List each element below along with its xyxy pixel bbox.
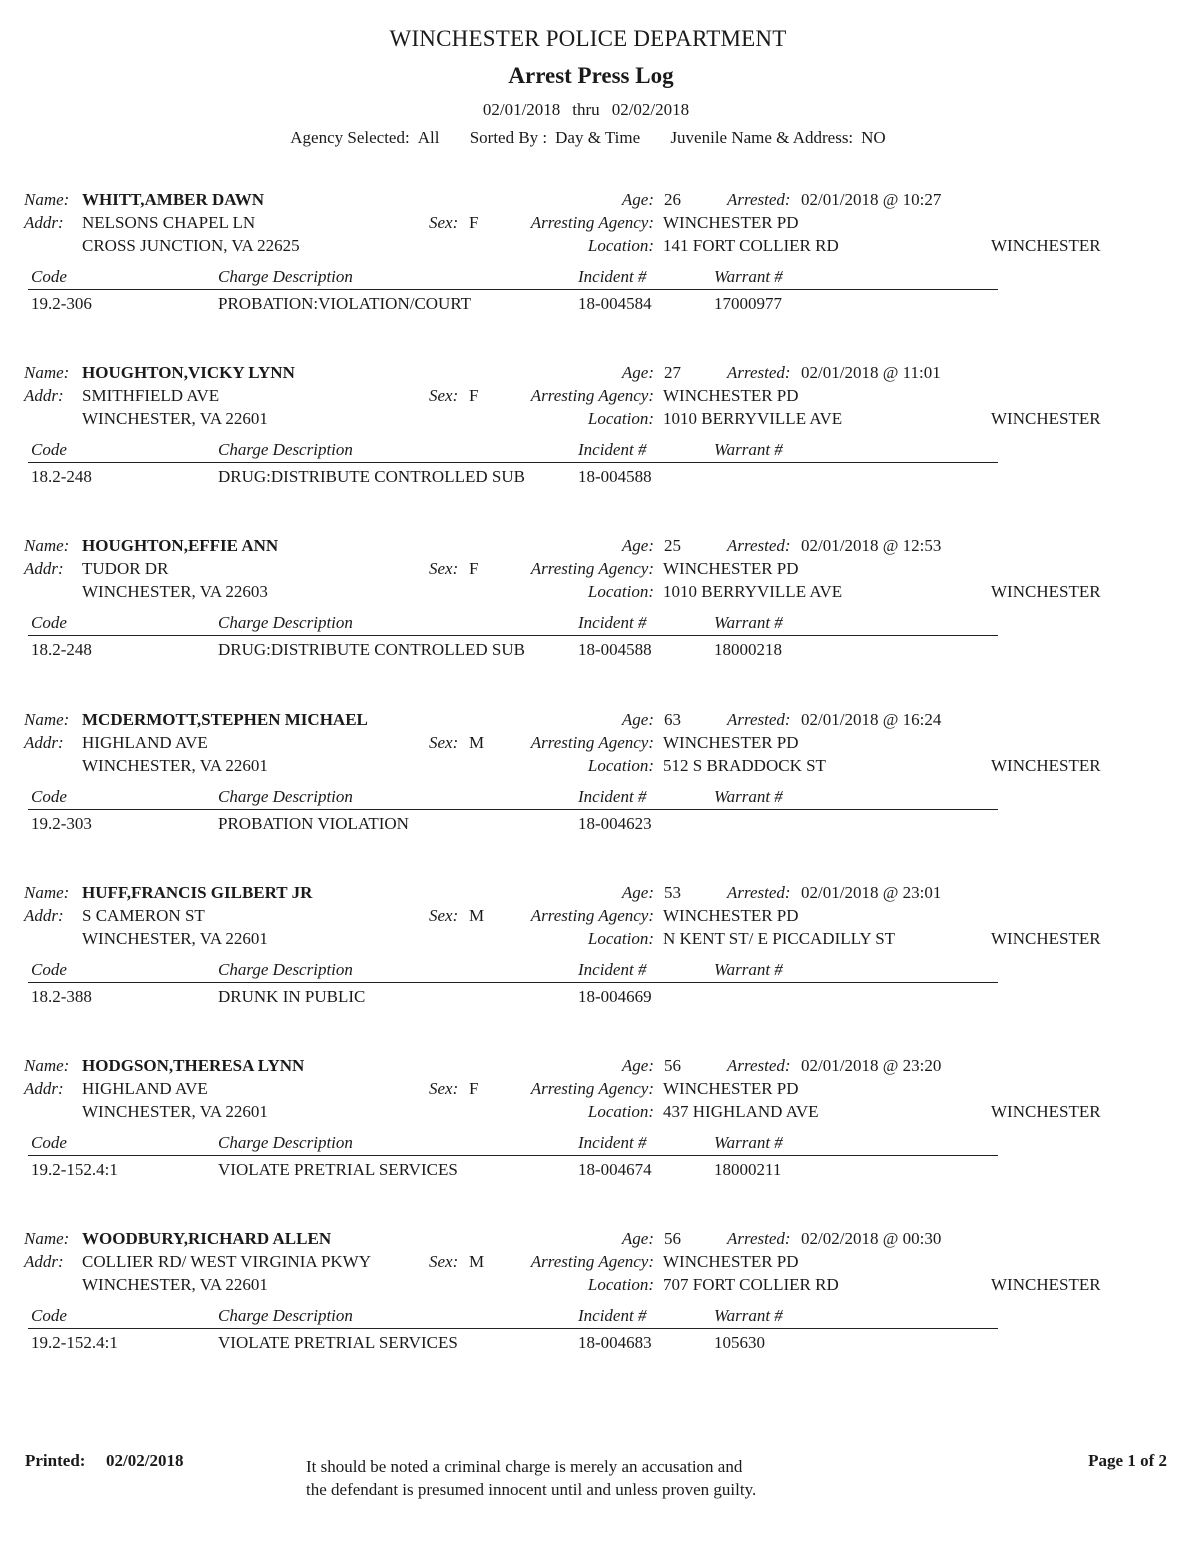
incident-column-header: Incident #	[578, 960, 647, 979]
charge-description-column-header: Charge Description	[218, 1133, 353, 1152]
incident-column-header: Incident #	[578, 267, 647, 286]
sex-label: Sex:	[429, 1079, 459, 1098]
sex-label: Sex:	[429, 733, 459, 752]
arrested-label: Arrested:	[727, 1056, 791, 1075]
arresting-agency-label: Arresting Agency:	[530, 733, 654, 752]
arrest-record	[0, 1056, 1200, 1206]
incident-number: 18-004623	[578, 814, 652, 833]
report-criteria	[0, 128, 1176, 148]
location-value: N KENT ST/ E PICCADILLY ST	[663, 929, 896, 948]
age-value: 56	[664, 1229, 681, 1248]
age-label: Age:	[621, 1056, 654, 1075]
address-line-2: WINCHESTER, VA 22601	[82, 929, 268, 948]
sex-value: F	[469, 386, 479, 405]
charge-description-column-header: Charge Description	[218, 613, 353, 632]
agency-selected-value: All	[417, 128, 440, 147]
arrested-datetime: 02/01/2018 @ 11:01	[801, 363, 941, 382]
printed-label: Printed:	[25, 1451, 86, 1470]
name-label: Name:	[24, 536, 70, 555]
incident-column-header: Incident #	[578, 787, 647, 806]
incident-number: 18-004588	[578, 467, 652, 486]
location-label: Location:	[587, 409, 654, 428]
warrant-column-header: Warrant #	[714, 1306, 783, 1325]
location-label: Location:	[587, 1102, 654, 1121]
arresting-agency-value: WINCHESTER PD	[663, 1079, 799, 1098]
arrest-record	[0, 190, 1200, 340]
address-line-2: WINCHESTER, VA 22603	[82, 582, 268, 601]
city-value: WINCHESTER	[991, 929, 1101, 948]
agency-selected-label: Agency Selected:	[290, 128, 410, 147]
arresting-agency-value: WINCHESTER PD	[663, 213, 799, 232]
sorted-by-value: Day & Time	[555, 128, 641, 147]
sex-value: M	[469, 1252, 485, 1271]
juvenile-value: NO	[861, 128, 886, 147]
arrested-label: Arrested:	[727, 190, 791, 209]
location-label: Location:	[587, 236, 654, 255]
printed-date: 02/02/2018	[106, 1451, 184, 1470]
charge-description: DRUNK IN PUBLIC	[218, 987, 366, 1006]
charge-description-column-header: Charge Description	[218, 960, 353, 979]
incident-column-header: Incident #	[578, 1306, 647, 1325]
arrested-datetime: 02/01/2018 @ 23:20	[801, 1056, 942, 1075]
arrestee-name: HOUGHTON,VICKY LYNN	[82, 363, 295, 382]
arresting-agency-value: WINCHESTER PD	[663, 1252, 799, 1271]
city-value: WINCHESTER	[991, 409, 1101, 428]
charge-description: VIOLATE PRETRIAL SERVICES	[218, 1333, 458, 1352]
location-value: 141 FORT COLLIER RD	[663, 236, 839, 255]
warrant-column-header: Warrant #	[714, 960, 783, 979]
warrant-number: 17000977	[714, 294, 782, 313]
sex-value: F	[469, 559, 479, 578]
address-line-1: HIGHLAND AVE	[82, 733, 208, 752]
arresting-agency-label: Arresting Agency:	[530, 386, 654, 405]
arrestee-name: HODGSON,THERESA LYNN	[82, 1056, 305, 1075]
arrested-label: Arrested:	[727, 883, 791, 902]
age-label: Age:	[621, 710, 654, 729]
address-line-1: SMITHFIELD AVE	[82, 386, 220, 405]
arrest-record	[0, 536, 1200, 686]
age-value: 53	[664, 883, 681, 902]
charge-description: DRUG:DISTRIBUTE CONTROLLED SUB	[218, 640, 525, 659]
city-value: WINCHESTER	[991, 1102, 1101, 1121]
address-label: Addr:	[24, 906, 64, 925]
warrant-column-header: Warrant #	[714, 787, 783, 806]
arresting-agency-label: Arresting Agency:	[530, 1252, 654, 1271]
report-title: Arrest Press Log	[508, 63, 674, 88]
sorted-by-label: Sorted By :	[469, 128, 548, 147]
charge-header-rule	[28, 462, 998, 463]
arresting-agency-label: Arresting Agency:	[530, 213, 654, 232]
charge-code: 18.2-248	[31, 467, 92, 486]
arrested-label: Arrested:	[727, 363, 791, 382]
charge-header-rule	[28, 982, 998, 983]
location-label: Location:	[587, 582, 654, 601]
age-label: Age:	[621, 883, 654, 902]
sex-label: Sex:	[429, 386, 459, 405]
arrestee-name: WOODBURY,RICHARD ALLEN	[82, 1229, 332, 1248]
charge-description: PROBATION:VIOLATION/COURT	[218, 294, 472, 313]
thru-label: thru	[572, 100, 600, 119]
charge-header-rule	[28, 809, 998, 810]
sex-label: Sex:	[429, 213, 459, 232]
charge-code: 18.2-248	[31, 640, 92, 659]
age-label: Age:	[621, 1229, 654, 1248]
date-to: 02/02/2018	[611, 100, 690, 119]
code-column-header: Code	[31, 787, 67, 806]
location-value: 1010 BERRYVILLE AVE	[663, 409, 843, 428]
name-label: Name:	[24, 190, 70, 209]
arresting-agency-value: WINCHESTER PD	[663, 906, 799, 925]
address-label: Addr:	[24, 1079, 64, 1098]
location-label: Location:	[587, 1275, 654, 1294]
charge-header-rule	[28, 1328, 998, 1329]
charge-header-rule	[28, 289, 998, 290]
age-value: 27	[664, 363, 681, 382]
warrant-column-header: Warrant #	[714, 1133, 783, 1152]
arresting-agency-value: WINCHESTER PD	[663, 386, 799, 405]
arrest-record	[0, 363, 1200, 513]
sex-value: F	[469, 1079, 479, 1098]
location-label: Location:	[587, 756, 654, 775]
arrestee-name: MCDERMOTT,STEPHEN MICHAEL	[82, 710, 368, 729]
incident-column-header: Incident #	[578, 440, 647, 459]
charge-description-column-header: Charge Description	[218, 440, 353, 459]
sex-value: M	[469, 733, 485, 752]
sex-value: M	[469, 906, 485, 925]
warrant-number: 18000218	[714, 640, 782, 659]
age-value: 25	[664, 536, 681, 555]
arrested-datetime: 02/01/2018 @ 12:53	[801, 536, 942, 555]
location-value: 437 HIGHLAND AVE	[663, 1102, 819, 1121]
address-label: Addr:	[24, 213, 64, 232]
charge-header-rule	[28, 1155, 998, 1156]
arrested-datetime: 02/02/2018 @ 00:30	[801, 1229, 942, 1248]
arrestee-name: HOUGHTON,EFFIE ANN	[82, 536, 279, 555]
address-line-1: S CAMERON ST	[82, 906, 205, 925]
address-label: Addr:	[24, 733, 64, 752]
address-line-2: WINCHESTER, VA 22601	[82, 1102, 268, 1121]
charge-description-column-header: Charge Description	[218, 787, 353, 806]
city-value: WINCHESTER	[991, 582, 1101, 601]
arresting-agency-label: Arresting Agency:	[530, 1079, 654, 1098]
arrested-label: Arrested:	[727, 710, 791, 729]
address-line-2: WINCHESTER, VA 22601	[82, 756, 268, 775]
arresting-agency-label: Arresting Agency:	[530, 559, 654, 578]
name-label: Name:	[24, 710, 70, 729]
address-label: Addr:	[24, 1252, 64, 1271]
incident-column-header: Incident #	[578, 613, 647, 632]
arrested-datetime: 02/01/2018 @ 10:27	[801, 190, 942, 209]
name-label: Name:	[24, 1229, 70, 1248]
date-from: 02/01/2018	[482, 100, 561, 119]
name-label: Name:	[24, 1056, 70, 1075]
incident-number: 18-004669	[578, 987, 652, 1006]
charge-description: PROBATION VIOLATION	[218, 814, 409, 833]
age-label: Age:	[621, 190, 654, 209]
address-line-2: WINCHESTER, VA 22601	[82, 409, 268, 428]
arrestee-name: WHITT,AMBER DAWN	[82, 190, 264, 209]
incident-number: 18-004584	[578, 294, 652, 313]
address-line-1: HIGHLAND AVE	[82, 1079, 208, 1098]
sex-label: Sex:	[429, 559, 459, 578]
code-column-header: Code	[31, 1133, 67, 1152]
charge-code: 18.2-388	[31, 987, 92, 1006]
arrested-datetime: 02/01/2018 @ 16:24	[801, 710, 942, 729]
incident-number: 18-004588	[578, 640, 652, 659]
charge-description: VIOLATE PRETRIAL SERVICES	[218, 1160, 458, 1179]
charge-header-rule	[28, 635, 998, 636]
sex-label: Sex:	[429, 1252, 459, 1271]
age-value: 56	[664, 1056, 681, 1075]
arrested-datetime: 02/01/2018 @ 23:01	[801, 883, 942, 902]
location-value: 512 S BRADDOCK ST	[663, 756, 826, 775]
incident-number: 18-004683	[578, 1333, 652, 1352]
address-line-2: CROSS JUNCTION, VA 22625	[82, 236, 300, 255]
warrant-column-header: Warrant #	[714, 440, 783, 459]
arrest-record	[0, 710, 1200, 860]
address-line-1: TUDOR DR	[82, 559, 169, 578]
department-title: WINCHESTER POLICE DEPARTMENT	[389, 26, 787, 51]
age-value: 26	[664, 190, 681, 209]
warrant-number: 18000211	[714, 1160, 782, 1179]
age-label: Age:	[621, 363, 654, 382]
charge-code: 19.2-306	[31, 294, 92, 313]
disclaimer-line-1: It should be noted a criminal charge is merely an accusation and	[306, 1457, 743, 1476]
code-column-header: Code	[31, 267, 67, 286]
city-value: WINCHESTER	[991, 1275, 1101, 1294]
warrant-column-header: Warrant #	[714, 267, 783, 286]
incident-number: 18-004674	[578, 1160, 652, 1179]
city-value: WINCHESTER	[991, 756, 1101, 775]
date-range	[0, 100, 1172, 120]
age-label: Age:	[621, 536, 654, 555]
address-label: Addr:	[24, 386, 64, 405]
disclaimer-line-2: the defendant is presumed innocent until and unless proven guilty.	[306, 1480, 757, 1499]
sex-value: F	[469, 213, 479, 232]
address-label: Addr:	[24, 559, 64, 578]
age-value: 63	[664, 710, 681, 729]
code-column-header: Code	[31, 1306, 67, 1325]
name-label: Name:	[24, 363, 70, 382]
charge-code: 19.2-152.4:1	[31, 1160, 118, 1179]
charge-description: DRUG:DISTRIBUTE CONTROLLED SUB	[218, 467, 525, 486]
address-line-1: COLLIER RD/ WEST VIRGINIA PKWY	[82, 1252, 371, 1271]
location-value: 707 FORT COLLIER RD	[663, 1275, 839, 1294]
address-line-2: WINCHESTER, VA 22601	[82, 1275, 268, 1294]
charge-code: 19.2-303	[31, 814, 92, 833]
arrested-label: Arrested:	[727, 536, 791, 555]
arrest-record	[0, 883, 1200, 1033]
city-value: WINCHESTER	[991, 236, 1101, 255]
arresting-agency-value: WINCHESTER PD	[663, 733, 799, 752]
warrant-column-header: Warrant #	[714, 613, 783, 632]
location-label: Location:	[587, 929, 654, 948]
name-label: Name:	[24, 883, 70, 902]
page-number: Page 1 of 2	[1088, 1451, 1167, 1470]
warrant-number: 105630	[714, 1333, 765, 1352]
sex-label: Sex:	[429, 906, 459, 925]
incident-column-header: Incident #	[578, 1133, 647, 1152]
code-column-header: Code	[31, 960, 67, 979]
arresting-agency-label: Arresting Agency:	[530, 906, 654, 925]
arrest-record	[0, 1229, 1200, 1379]
location-value: 1010 BERRYVILLE AVE	[663, 582, 843, 601]
code-column-header: Code	[31, 440, 67, 459]
code-column-header: Code	[31, 613, 67, 632]
arrested-label: Arrested:	[727, 1229, 791, 1248]
juvenile-label: Juvenile Name & Address:	[670, 128, 854, 147]
address-line-1: NELSONS CHAPEL LN	[82, 213, 256, 232]
charge-description-column-header: Charge Description	[218, 267, 353, 286]
arrestee-name: HUFF,FRANCIS GILBERT JR	[82, 883, 313, 902]
charge-code: 19.2-152.4:1	[31, 1333, 118, 1352]
arresting-agency-value: WINCHESTER PD	[663, 559, 799, 578]
charge-description-column-header: Charge Description	[218, 1306, 353, 1325]
